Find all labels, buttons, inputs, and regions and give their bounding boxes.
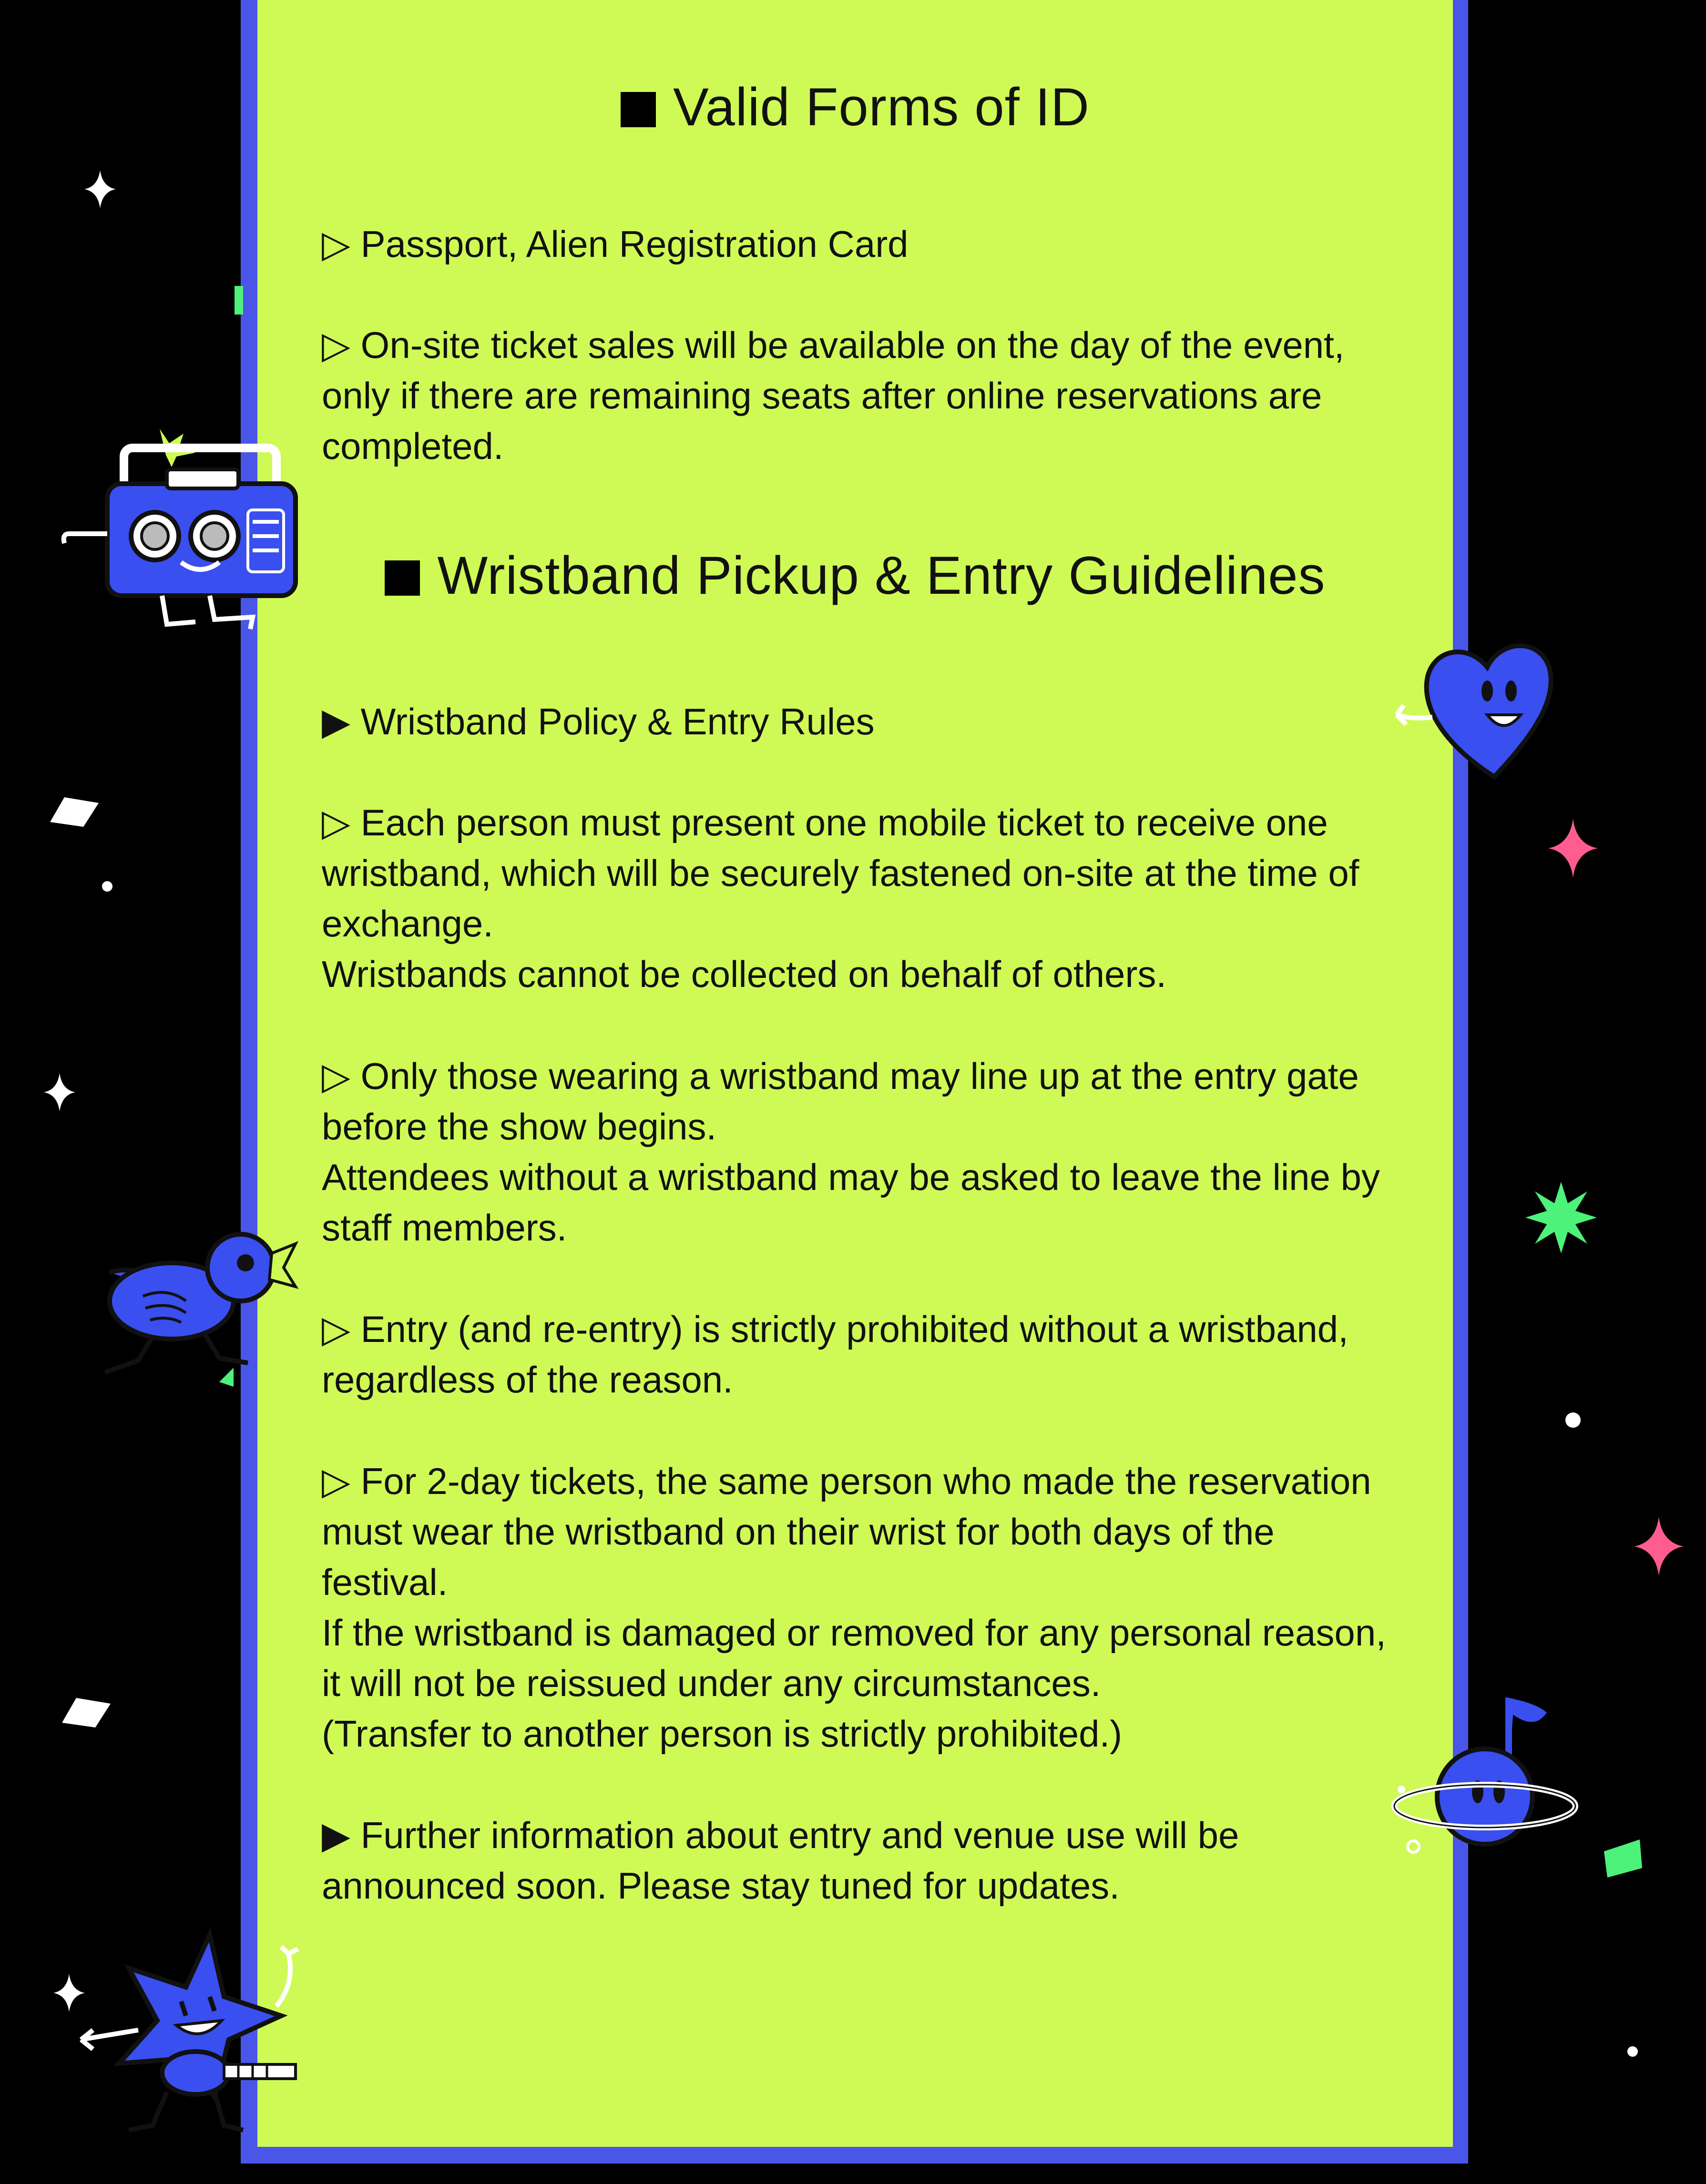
rule-2-line-4: staff members. (322, 1207, 567, 1249)
wristband-heading (257, 545, 1453, 606)
rule-3-line-1: ▷ Entry (and re-entry) is strictly prohibited without a wristband, (322, 1308, 1348, 1350)
rule-1-line-2: wristband, which will be securely fastened on-site at the time of (322, 852, 1359, 894)
rule-4-line-6: (Transfer to another person is strictly prohibited.) (322, 1713, 1123, 1755)
id-item-passport (322, 219, 1394, 269)
sparkle-icon (43, 1072, 76, 1113)
dot-icon (100, 879, 114, 894)
sparkle-icon (83, 169, 117, 210)
wristband-rule-1 (322, 797, 1394, 999)
wristband-rule-4 (322, 1456, 1394, 1759)
rule-4-line-1: ▷ For 2-day tickets, the same person who made the reservation (322, 1460, 1371, 1502)
wristband-rule-2 (322, 1051, 1394, 1253)
further-info (322, 1810, 1394, 1911)
wristband-policy-title (322, 696, 1394, 747)
confetti-icon (235, 286, 243, 315)
dot-icon (1625, 2044, 1640, 2059)
onsite-sales-line-2: only if there are remaining seats after online reservations are (322, 375, 1322, 416)
rule-2-line-1: ▷ Only those wearing a wristband may line up at the entry gate (322, 1055, 1359, 1097)
star-guitar-character-icon (72, 1925, 310, 2154)
sparkle-icon (1547, 817, 1599, 879)
confetti-icon (1602, 1837, 1645, 1880)
rule-1-line-3: exchange. (322, 903, 493, 945)
further-info-line-1: ▶ Further information about entry and venue use will be (322, 1814, 1239, 1856)
confetti-icon (45, 793, 102, 829)
wristband-heading-text: Wristband Pickup & Entry Guidelines (437, 546, 1326, 605)
rule-4-line-4: If the wristband is damaged or removed for any personal reason, (322, 1612, 1386, 1654)
onsite-sales-line-3: completed. (322, 425, 504, 467)
id-item-onsite-sales (322, 320, 1394, 471)
valid-id-heading (257, 76, 1453, 138)
square-bullet-icon (385, 560, 420, 596)
rule-4-line-2: must wear the wristband on their wrist for both days of the (322, 1511, 1275, 1553)
onsite-sales-line-1: ▷ On-site ticket sales will be available on the day of the event, (322, 324, 1345, 366)
notice-panel (257, 0, 1453, 2147)
rule-4-line-3: festival. (322, 1561, 448, 1603)
square-bullet-icon (621, 92, 656, 127)
id-item-passport-line: ▷ Passport, Alien Registration Card (322, 223, 909, 265)
rule-2-line-2: before the show begins. (322, 1106, 717, 1148)
confetti-icon (57, 1694, 114, 1730)
dot-icon (1563, 1411, 1583, 1430)
policy-title-line: ▶ Wristband Policy & Entry Rules (322, 701, 875, 742)
bird-character-icon (86, 1229, 300, 1387)
planet-character-icon (1389, 1692, 1590, 1854)
valid-id-heading-text: Valid Forms of ID (673, 77, 1090, 137)
rule-3-line-2: regardless of the reason. (322, 1359, 733, 1401)
further-info-line-2: announced soon. Please stay tuned for updates. (322, 1865, 1120, 1907)
rule-2-line-3: Attendees without a wristband may be asked to leave the line by (322, 1156, 1380, 1198)
wristband-rule-3 (322, 1304, 1394, 1405)
sparkle-icon (1523, 1179, 1599, 1256)
heart-character-icon (1392, 634, 1583, 786)
rule-1-line-1: ▷ Each person must present one mobile ticket to receive one (322, 802, 1328, 843)
rule-1-line-4: Wristbands cannot be collected on behalf of others. (322, 953, 1166, 995)
sparkle-icon (1633, 1515, 1685, 1577)
boombox-character-icon (57, 419, 305, 639)
rule-4-line-5: it will not be reissued under any circumstances. (322, 1662, 1101, 1704)
